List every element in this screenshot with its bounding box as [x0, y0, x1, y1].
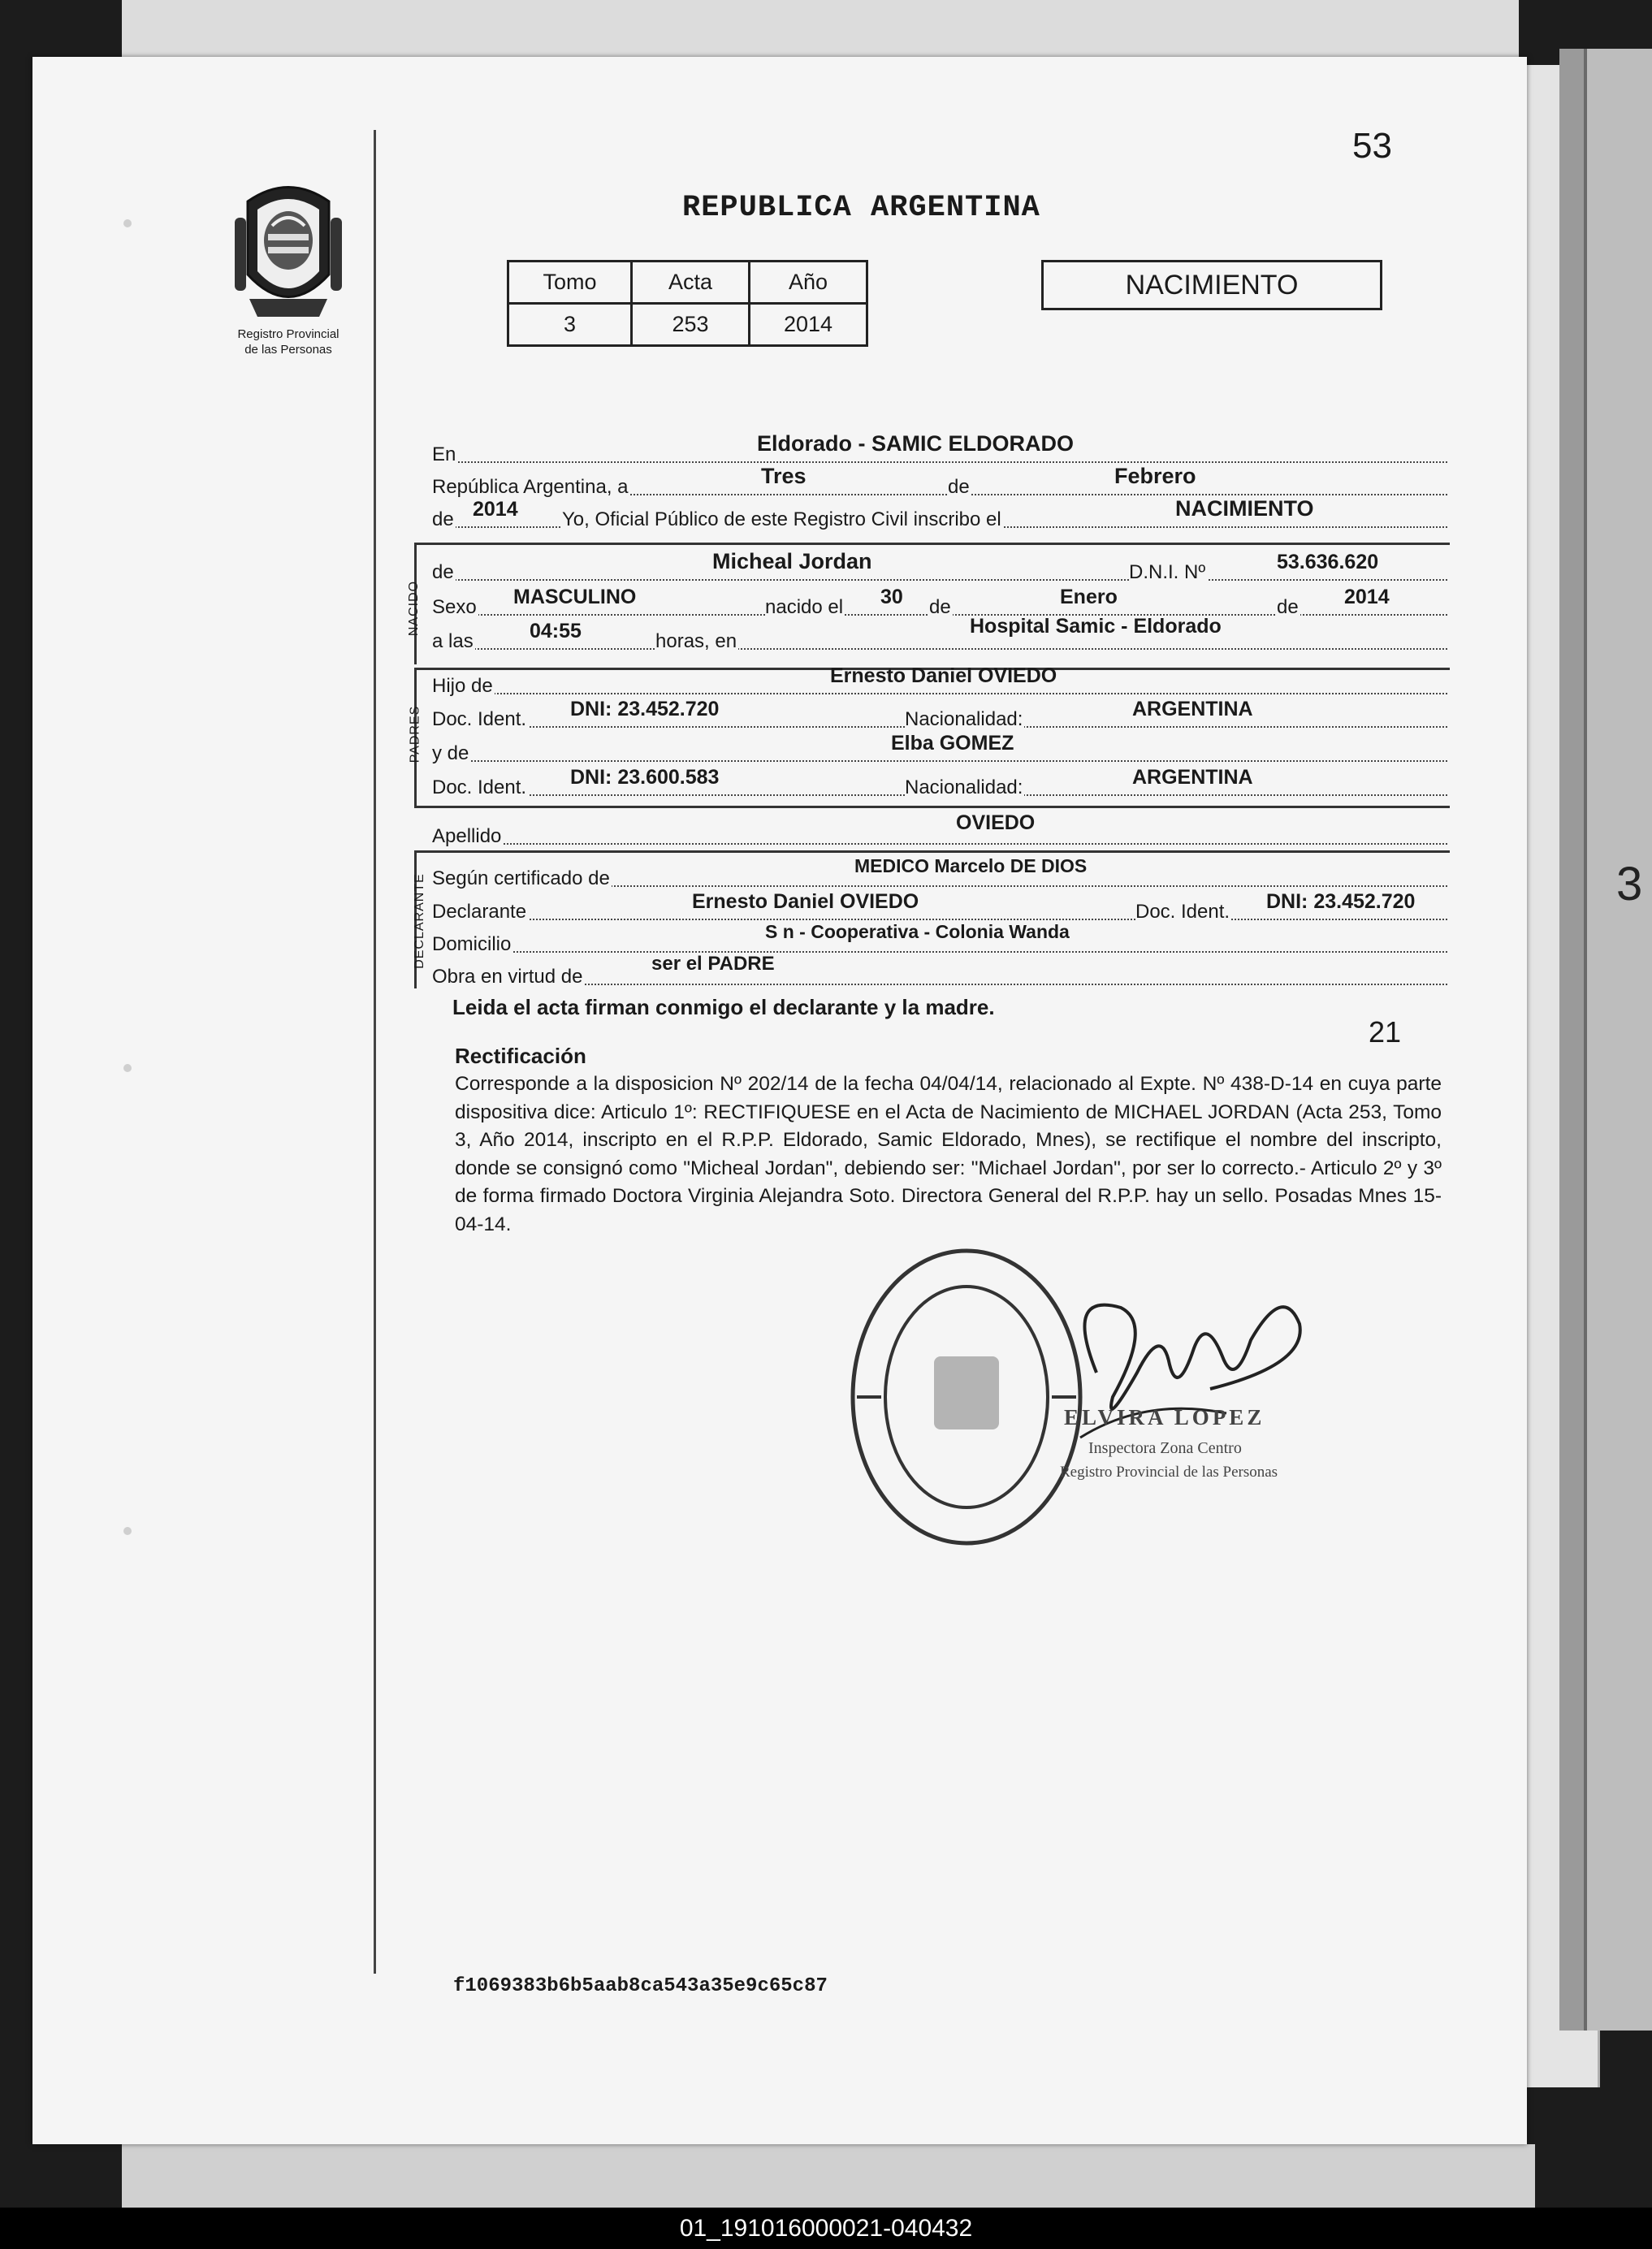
label-en: En [432, 443, 456, 465]
label-domicilio: Domicilio [432, 933, 512, 955]
obra-row [432, 953, 1447, 988]
label-republica: República Argentina, a [432, 476, 629, 498]
document-page [32, 57, 1527, 2144]
declarante-reason: ser el PADRE [651, 953, 775, 975]
declarante-name: Ernesto Daniel OVIEDO [692, 890, 919, 913]
label-oficial: Yo, Oficial Público de este Registro Civil inscribo el [562, 508, 1001, 530]
father-name: Ernesto Daniel OVIEDO [830, 664, 1057, 687]
header-tomo: Tomo [508, 262, 632, 304]
section-rule-declarante [414, 850, 1450, 853]
value-tomo: 3 [508, 304, 632, 346]
nacido-birth-day: 30 [880, 586, 903, 608]
label-apellido: Apellido [432, 825, 502, 847]
mother-nationality: ARGENTINA [1132, 766, 1253, 789]
record-type-box: NACIMIENTO [1041, 260, 1382, 310]
stamp-role: Inspectora Zona Centro [1088, 1439, 1242, 1457]
declarante-row [432, 888, 1447, 923]
label-nacionalidad-father: Nacionalidad: [905, 708, 1023, 730]
background-page-bottom [122, 2144, 1535, 2209]
section-label-padres: PADRES [408, 705, 422, 763]
place-row [432, 430, 1447, 463]
label-de-year: de [432, 508, 454, 530]
label-horas-en: horas, en [655, 630, 737, 652]
nacido-birth-year: 2014 [1344, 586, 1390, 608]
header-ano: Año [750, 262, 867, 304]
label-obra: Obra en virtud de [432, 966, 583, 988]
footer-caption: 01_191016000021-040432 [0, 2208, 1652, 2249]
label-dni: D.N.I. Nº [1129, 561, 1206, 583]
nacido-sex-row [432, 583, 1447, 616]
father-nationality: ARGENTINA [1132, 698, 1253, 720]
logo-caption-line1: Registro Provincial [237, 327, 339, 341]
nacido-sex: MASCULINO [513, 586, 637, 608]
value-acta: 253 [632, 304, 750, 346]
mother-row [432, 729, 1447, 762]
father-row [432, 662, 1447, 697]
nacido-birth-month: Enero [1060, 586, 1118, 608]
record-year: 2014 [473, 498, 518, 521]
apellido-value: OVIEDO [956, 811, 1036, 834]
background-binder-inner [1584, 49, 1652, 2031]
nacido-name-row [432, 548, 1447, 581]
punch-hole [123, 219, 132, 227]
province-logo [207, 177, 370, 421]
section-label-nacido: NACIDO [407, 580, 422, 637]
nacido-dni: 53.636.620 [1277, 551, 1379, 573]
record-day: Tres [761, 464, 807, 488]
label-doc-ident-father: Doc. Ident. [432, 708, 527, 730]
father-doc: DNI: 23.452.720 [570, 698, 720, 720]
coat-of-arms-icon [231, 177, 345, 323]
punch-hole [123, 1064, 132, 1072]
father-doc-row [432, 695, 1447, 728]
page-number: 53 [1352, 126, 1392, 166]
label-doc-ident-declarante: Doc. Ident. [1135, 901, 1230, 923]
record-place: Eldorado - SAMIC ELDORADO [757, 431, 1074, 456]
rectificacion-body: Corresponde a la disposicion Nº 202/14 de la fecha 04/04/14, relacionado al Expte. Nº 438-D-14 en cuya parte dispositiva dice: Articulo 1º: RECTIFIQUESE en el Acta de Nacimiento de MICHAEL JORDAN (Acta 253, Tomo 3, Año 2014, inscripto en el R.P.P. Eldorado, Samic Eldorado, Mnes), se rectifique el nombre del inscripto, donde se consignó como "Micheal Jordan", debiendo ser: "Michael Jordan", por ser lo correcto.- Articulo 2º y 3º de forma firmado Doctora Virginia Alejandra Soto. Directora General del R.P.P. hay un sello. Posadas Mnes 15-04-14. [455, 1073, 1442, 1235]
mother-name: Elba GOMEZ [891, 732, 1014, 755]
registry-table-header-row [508, 262, 867, 304]
record-event: NACIMIENTO [1175, 496, 1314, 521]
apellido-row [432, 812, 1447, 845]
registry-table-value-row [508, 304, 867, 346]
label-a-las: a las [432, 630, 474, 652]
value-ano: 2014 [750, 304, 867, 346]
section-label-declarante: DECLARANTE [412, 873, 426, 969]
domicilio-row [432, 920, 1447, 953]
document-hash: f1069383b6b5aab8ca543a35e9c65c87 [453, 1975, 828, 1997]
rectificacion-title: Rectificación [455, 1044, 586, 1068]
margin-line [374, 130, 376, 1974]
label-de-birth-year: de [1277, 596, 1299, 618]
declarante-doc: DNI: 23.452.720 [1266, 890, 1416, 913]
edge-mark: 3 [1616, 858, 1643, 910]
label-hijo-de: Hijo de [432, 675, 493, 697]
label-de-month: de [948, 476, 970, 498]
label-y-de: y de [432, 742, 469, 764]
record-month: Febrero [1114, 464, 1196, 488]
label-doc-ident-mother: Doc. Ident. [432, 776, 527, 798]
label-declarante: Declarante [432, 901, 527, 923]
nacido-place: Hospital Samic - Eldorado [970, 615, 1222, 638]
nacido-time: 04:55 [530, 620, 582, 642]
section-rule-nacido [414, 543, 1450, 545]
label-nacionalidad-mother: Nacionalidad: [905, 776, 1023, 798]
section-rule-apellido [414, 806, 1450, 808]
nacido-time-row [432, 617, 1447, 650]
declarante-address: S n - Cooperativa - Colonia Wanda [765, 921, 1070, 942]
label-de-name: de [432, 561, 454, 583]
rectificacion-number: 21 [1369, 1015, 1402, 1049]
document-title: REPUBLICA ARGENTINA [682, 191, 1040, 225]
stamp-org: Registro Provincial de las Personas [1060, 1464, 1278, 1481]
registry-table [507, 260, 868, 347]
logo-caption-line2: de las Personas [244, 343, 332, 357]
oficial-row [432, 495, 1447, 528]
punch-hole [123, 1527, 132, 1535]
label-segun: Según certificado de [432, 867, 610, 889]
date-row [432, 463, 1447, 498]
nacido-name: Micheal Jordan [712, 549, 872, 573]
declarante-certificate: MEDICO Marcelo DE DIOS [854, 855, 1088, 876]
mother-doc-row [432, 763, 1447, 796]
certificado-row [432, 854, 1447, 887]
header-acta: Acta [632, 262, 750, 304]
label-nacido-el: nacido el [765, 596, 844, 618]
label-sexo: Sexo [432, 596, 477, 618]
closing-line: Leida el acta firman conmigo el declarante y la madre. [452, 995, 995, 1019]
stamp-signer: ELVIRA LOPEZ [1064, 1405, 1265, 1429]
mother-doc: DNI: 23.600.583 [570, 766, 720, 789]
label-de-birth-month: de [929, 596, 951, 618]
